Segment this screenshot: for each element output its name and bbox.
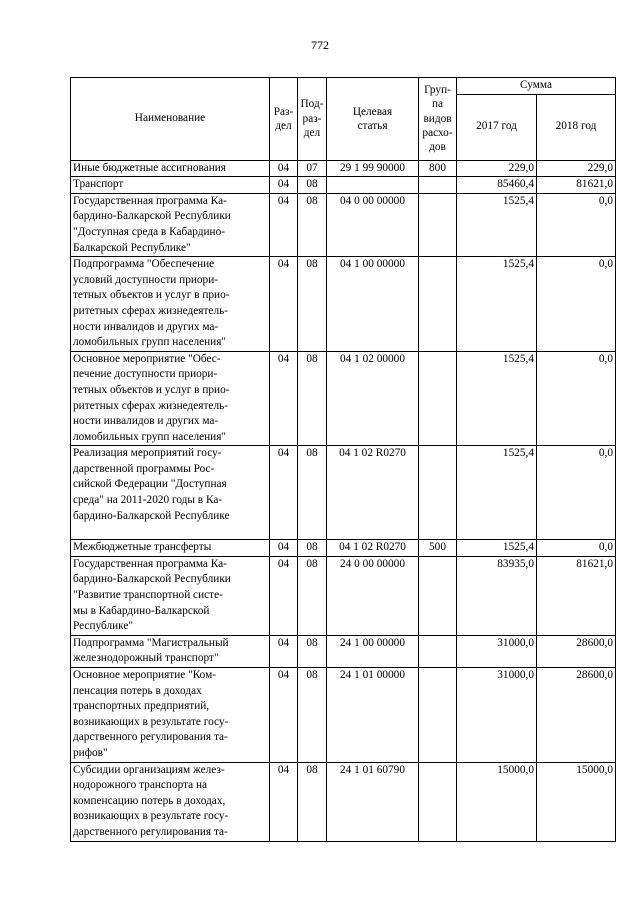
row-group xyxy=(419,446,457,540)
row-sum-2017: 1525,4 xyxy=(457,351,537,446)
row-target: 04 1 02 00000 xyxy=(327,351,419,446)
row-sum-2018: 229,0 xyxy=(537,160,616,177)
row-group xyxy=(419,177,457,194)
row-sum-2018: 0,0 xyxy=(537,446,616,540)
row-group: 500 xyxy=(419,540,457,557)
row-name: Реализация мероприятий госу- дарственной программы Рос- сийской Федерации "Доступная среда" на 2011-2020 годы в Ка- бардино-Балкарской Республике xyxy=(71,446,270,540)
row-name: Транспорт xyxy=(71,177,270,194)
row-sum-2017: 83935,0 xyxy=(457,556,537,635)
row-sum-2018: 15000,0 xyxy=(537,762,616,841)
table-row xyxy=(71,668,616,763)
row-sum-2018: 0,0 xyxy=(537,351,616,446)
row-podrazdel: 08 xyxy=(298,635,327,667)
table-row xyxy=(71,762,616,841)
row-target: 04 0 00 00000 xyxy=(327,193,419,256)
budget-table xyxy=(70,77,616,842)
row-group xyxy=(419,556,457,635)
table-row xyxy=(71,446,616,540)
row-name: Подпрограмма "Магистральный железнодорожный транспорт" xyxy=(71,635,270,667)
row-group: 800 xyxy=(419,160,457,177)
table-row xyxy=(71,177,616,194)
row-sum-2017: 85460,4 xyxy=(457,177,537,194)
header-year-2018: 2018 год xyxy=(537,94,616,160)
row-razdel: 04 xyxy=(270,556,298,635)
row-sum-2017: 31000,0 xyxy=(457,668,537,763)
row-group xyxy=(419,193,457,256)
row-target: 04 1 02 R0270 xyxy=(327,446,419,540)
header-razdel: Раз- дел xyxy=(270,78,298,161)
header-expense-group: Груп- па видов расхо- дов xyxy=(419,78,457,161)
row-group xyxy=(419,668,457,763)
row-razdel: 04 xyxy=(270,160,298,177)
row-sum-2018: 28600,0 xyxy=(537,635,616,667)
row-name: Государственная программа Ка- бардино-Балкарской Республики "Развитие транспортной систе- мы в Кабардино-Балкарской Республике" xyxy=(71,556,270,635)
row-podrazdel: 08 xyxy=(298,257,327,352)
row-razdel: 04 xyxy=(270,177,298,194)
row-target: 24 1 00 00000 xyxy=(327,635,419,667)
row-sum-2018: 0,0 xyxy=(537,257,616,352)
table-body xyxy=(71,160,616,841)
row-podrazdel: 08 xyxy=(298,351,327,446)
row-name: Межбюджетные трансферты xyxy=(71,540,270,557)
row-sum-2018: 81621,0 xyxy=(537,556,616,635)
table-row xyxy=(71,635,616,667)
row-target: 04 1 02 R0270 xyxy=(327,540,419,557)
row-target: 24 1 01 00000 xyxy=(327,668,419,763)
header-year-2017: 2017 год xyxy=(457,94,537,160)
header-sum: Сумма xyxy=(457,78,616,95)
row-podrazdel: 08 xyxy=(298,193,327,256)
row-target: 29 1 99 90000 xyxy=(327,160,419,177)
header-name: Наименование xyxy=(71,78,270,161)
header-podrazdel: Под- раз- дел xyxy=(298,78,327,161)
row-razdel: 04 xyxy=(270,351,298,446)
row-name: Государственная программа Ка- бардино-Балкарской Республики "Доступная среда в Кабардино- Балкарской Республике" xyxy=(71,193,270,256)
row-podrazdel: 08 xyxy=(298,446,327,540)
row-razdel: 04 xyxy=(270,635,298,667)
row-podrazdel: 07 xyxy=(298,160,327,177)
row-razdel: 04 xyxy=(270,257,298,352)
row-name: Основное мероприятие "Ком- пенсация потерь в доходах транспортных предприятий, возникающих в результате госу- дарственного регулирования та- рифов" xyxy=(71,668,270,763)
row-razdel: 04 xyxy=(270,668,298,763)
row-target: 04 1 00 00000 xyxy=(327,257,419,352)
row-podrazdel: 08 xyxy=(298,556,327,635)
row-name: Субсидии организациям желез- нодорожного транспорта на компенсацию потерь в доходах, возникающих в результате госу- дарственного регулирования та- xyxy=(71,762,270,841)
row-name: Основное мероприятие "Обес- печение доступности приори- тетных объектов и услуг в прио- ритетных сферах жизнедеятель- ности инвалидов и других ма- ломобильных групп населения" xyxy=(71,351,270,446)
table-header xyxy=(71,78,616,161)
row-group xyxy=(419,635,457,667)
row-target: 24 1 01 60790 xyxy=(327,762,419,841)
row-razdel: 04 xyxy=(270,762,298,841)
row-sum-2017: 1525,4 xyxy=(457,257,537,352)
row-group xyxy=(419,257,457,352)
row-group xyxy=(419,351,457,446)
row-sum-2017: 1525,4 xyxy=(457,540,537,557)
row-razdel: 04 xyxy=(270,193,298,256)
row-sum-2017: 1525,4 xyxy=(457,446,537,540)
table-row xyxy=(71,351,616,446)
table-row xyxy=(71,257,616,352)
row-razdel: 04 xyxy=(270,540,298,557)
table-row xyxy=(71,160,616,177)
row-group xyxy=(419,762,457,841)
row-podrazdel: 08 xyxy=(298,177,327,194)
row-sum-2017: 31000,0 xyxy=(457,635,537,667)
row-sum-2018: 81621,0 xyxy=(537,177,616,194)
row-podrazdel: 08 xyxy=(298,668,327,763)
row-sum-2018: 0,0 xyxy=(537,540,616,557)
table-row xyxy=(71,540,616,557)
page-number: 772 xyxy=(311,38,329,52)
row-target: 24 0 00 00000 xyxy=(327,556,419,635)
header-target-article: Целевая статья xyxy=(327,78,419,161)
row-sum-2018: 0,0 xyxy=(537,193,616,256)
row-razdel: 04 xyxy=(270,446,298,540)
table-row xyxy=(71,556,616,635)
row-name: Иные бюджетные ассигнования xyxy=(71,160,270,177)
row-podrazdel: 08 xyxy=(298,540,327,557)
row-podrazdel: 08 xyxy=(298,762,327,841)
row-sum-2017: 1525,4 xyxy=(457,193,537,256)
row-name: Подпрограмма "Обеспечение условий доступности приори- тетных объектов и услуг в прио- ритетных сферах жизнедеятель- ности инвалидов и других ма- ломобильных групп населения" xyxy=(71,257,270,352)
table-row xyxy=(71,193,616,256)
row-sum-2017: 15000,0 xyxy=(457,762,537,841)
row-target xyxy=(327,177,419,194)
row-sum-2017: 229,0 xyxy=(457,160,537,177)
row-sum-2018: 28600,0 xyxy=(537,668,616,763)
